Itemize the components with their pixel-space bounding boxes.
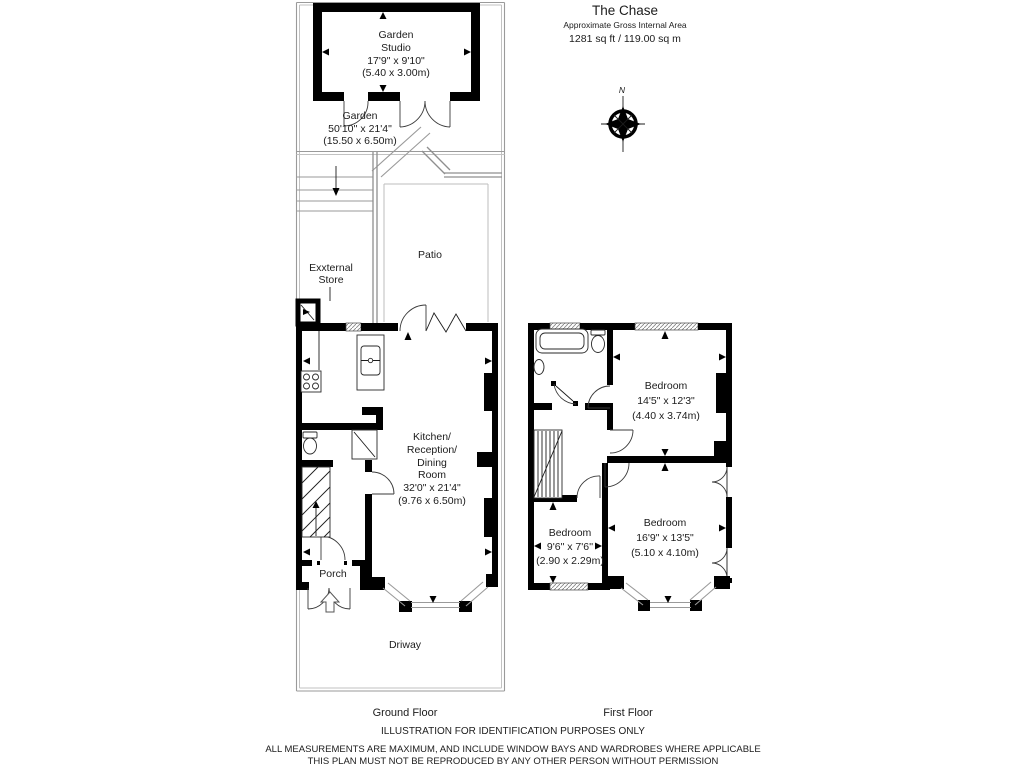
- first-floor-doors: [577, 386, 633, 498]
- bedroom1-dims: 14'5" x 12'3": [637, 395, 695, 407]
- bedroom3-dims-metric: (5.10 x 4.10m): [631, 547, 699, 559]
- bay-window-ground: [368, 574, 498, 612]
- garden-studio-dims-metric: (5.40 x 3.00m): [362, 67, 430, 79]
- footer-disclaimer-2: ALL MEASUREMENTS ARE MAXIMUM, AND INCLUDE WINDOW BAYS AND WARDROBES WHERE APPLICABLE: [265, 744, 761, 755]
- bedroom2-label: Bedroom: [548, 527, 592, 539]
- kitchen-label-3: Dining: [417, 457, 447, 469]
- external-store-label-1: Exxternal: [309, 262, 353, 274]
- garden-studio-label-2: Studio: [381, 42, 411, 54]
- bay-window-first: [608, 576, 730, 611]
- garden-dims: 50'10'' x 21'4": [328, 123, 392, 135]
- bedroom2-dims-metric: (2.90 x 2.29m): [536, 555, 604, 567]
- porch-label: Porch: [319, 568, 347, 580]
- plan-title: The Chase: [591, 3, 659, 18]
- external-store-label-2: Store: [318, 274, 344, 286]
- wc-fixtures: [303, 430, 377, 459]
- ground-floor-plan: [296, 3, 505, 692]
- kitchen-label-2: Reception/: [406, 444, 458, 456]
- plan-area: 1281 sq ft / 119.00 sq m: [569, 33, 681, 45]
- bedroom1-dims-metric: (4.40 x 3.74m): [632, 410, 700, 422]
- bedroom2-dims: 9'6" x 7'6'': [546, 541, 594, 553]
- compass-rose: [601, 96, 645, 152]
- plot-boundary: [297, 3, 505, 692]
- driveway-label: Driway: [388, 639, 422, 651]
- bathroom-fixtures: [534, 329, 605, 406]
- footer-disclaimer-1: ILLUSTRATION FOR IDENTIFICATION PURPOSES ONLY: [381, 726, 645, 737]
- stairs-ground: [302, 467, 330, 537]
- garden-studio-dims: 17'9" x 9'10": [367, 55, 425, 67]
- kitchen-label-1: Kitchen/: [413, 431, 451, 443]
- stairs-first: [534, 430, 562, 498]
- garden-label: Garden: [342, 110, 378, 122]
- compass-north-label: N: [618, 85, 626, 95]
- first-floor-plan: [528, 323, 734, 611]
- ground-dimension-arrows: [303, 332, 492, 556]
- kitchen-label-4: Room: [417, 469, 447, 481]
- garden-studio-label-1: Garden: [378, 29, 414, 41]
- kitchen-fixtures: [301, 331, 384, 392]
- bedroom3-dims: 16'9" x 13'5": [636, 532, 694, 544]
- external-store-room: [298, 287, 330, 324]
- kitchen-dims: 32'0" x 21'4": [403, 482, 461, 494]
- patio-area: [373, 152, 502, 323]
- ground-house-walls: [296, 305, 498, 590]
- patio-label: Patio: [418, 249, 442, 261]
- kitchen-dims-metric: (9.76 x 6.50m): [398, 495, 466, 507]
- ground-floor-label: Ground Floor: [372, 707, 438, 719]
- bedroom1-label: Bedroom: [644, 380, 688, 392]
- garden-dims-metric: (15.50 x 6.50m): [323, 135, 397, 147]
- plan-subtitle: Approximate Gross Internal Area: [563, 20, 687, 30]
- first-floor-label: First Floor: [603, 707, 653, 719]
- bedroom3-label: Bedroom: [643, 517, 687, 529]
- footer-disclaimer-3: THIS PLAN MUST NOT BE REPRODUCED BY ANY OTHER PERSON WITHOUT PERMISSION: [307, 756, 719, 767]
